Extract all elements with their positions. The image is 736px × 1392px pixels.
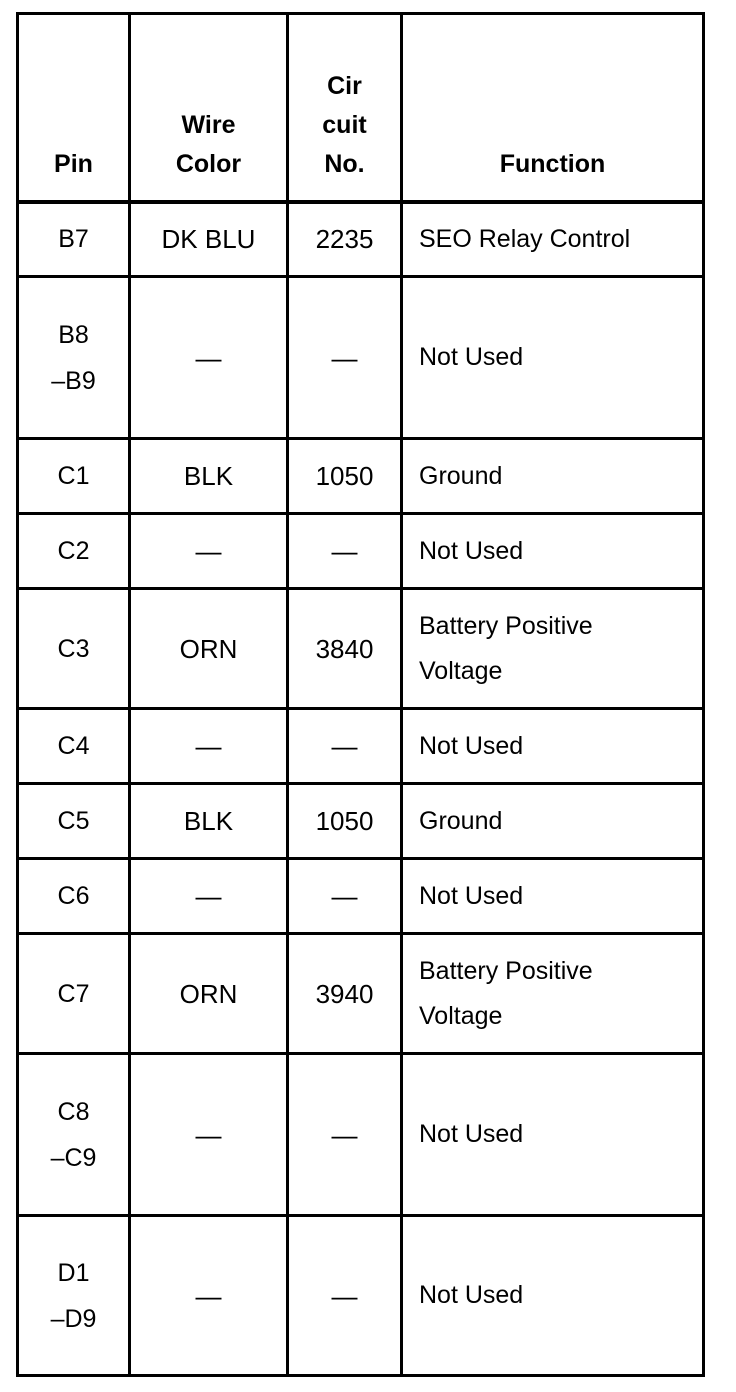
pin-text: C3 bbox=[57, 634, 90, 663]
function-cell bbox=[402, 1216, 704, 1376]
pin-cell bbox=[18, 709, 130, 784]
wire-color-cell: — bbox=[130, 1054, 288, 1216]
function-cell bbox=[402, 514, 704, 589]
pin-text: C2 bbox=[57, 537, 90, 565]
header-wire-color-line: Wire bbox=[181, 110, 236, 139]
table-body bbox=[18, 202, 704, 1376]
pin-cell bbox=[18, 934, 130, 1054]
pin-cell bbox=[18, 439, 130, 514]
header-pin-label: Pin bbox=[54, 149, 93, 178]
wire-color-cell: — bbox=[130, 514, 288, 589]
pin-text: –C9 bbox=[50, 1143, 97, 1172]
function-text: Voltage bbox=[419, 1001, 503, 1030]
header-circuit-line: Cir bbox=[327, 71, 362, 100]
function-cell bbox=[402, 709, 704, 784]
function-text: Voltage bbox=[419, 656, 503, 685]
header-circuit-line: cuit bbox=[322, 110, 367, 139]
circuit-number-cell: 3940 bbox=[288, 934, 402, 1054]
pin-text: D1 bbox=[57, 1258, 90, 1287]
wire-color-cell: — bbox=[130, 709, 288, 784]
wire-color-cell: — bbox=[130, 277, 288, 439]
wire-color-cell: DK BLU bbox=[130, 202, 288, 277]
pin-text: C7 bbox=[57, 979, 90, 1008]
circuit-number-cell: — bbox=[288, 277, 402, 439]
pin-cell bbox=[18, 202, 130, 277]
pin-text: B8 bbox=[58, 320, 89, 349]
function-text: Battery Positive bbox=[419, 611, 593, 640]
circuit-number-cell: 3840 bbox=[288, 589, 402, 709]
pin-cell bbox=[18, 277, 130, 439]
function-cell bbox=[402, 934, 704, 1054]
circuit-number-cell: — bbox=[288, 859, 402, 934]
function-text: Ground bbox=[419, 461, 503, 490]
header-pin bbox=[18, 14, 130, 202]
table-row bbox=[18, 439, 704, 514]
wire-color-cell: ORN bbox=[130, 934, 288, 1054]
function-cell bbox=[402, 277, 704, 439]
wire-color-cell: — bbox=[130, 859, 288, 934]
circuit-number-cell: 1050 bbox=[288, 784, 402, 859]
header-wire-color-line: Color bbox=[175, 149, 242, 178]
function-text: Not Used bbox=[419, 731, 524, 760]
function-text: SEO Relay Control bbox=[419, 224, 631, 253]
function-text: Not Used bbox=[419, 1281, 524, 1309]
table-row bbox=[18, 709, 704, 784]
function-cell bbox=[402, 859, 704, 934]
pin-cell bbox=[18, 784, 130, 859]
function-cell bbox=[402, 202, 704, 277]
circuit-number-cell: — bbox=[288, 1054, 402, 1216]
header-row bbox=[18, 14, 704, 202]
circuit-number-cell: 1050 bbox=[288, 439, 402, 514]
circuit-number-cell: — bbox=[288, 514, 402, 589]
circuit-number-cell: — bbox=[288, 1216, 402, 1376]
function-text: Ground bbox=[419, 806, 503, 835]
function-text: Not Used bbox=[419, 536, 524, 565]
function-cell bbox=[402, 439, 704, 514]
pin-text: –B9 bbox=[51, 366, 96, 395]
header-circuit-no bbox=[288, 14, 402, 202]
pin-text: B7 bbox=[58, 225, 89, 254]
table-row bbox=[18, 277, 704, 439]
function-cell bbox=[402, 1054, 704, 1216]
pin-text: C5 bbox=[57, 807, 90, 835]
wire-color-cell: BLK bbox=[130, 439, 288, 514]
table-row bbox=[18, 202, 704, 277]
header-function-label: Function bbox=[499, 149, 606, 178]
table-row bbox=[18, 514, 704, 589]
circuit-number-cell: 2235 bbox=[288, 202, 402, 277]
function-text: Battery Positive bbox=[419, 956, 593, 985]
pin-cell bbox=[18, 514, 130, 589]
pin-text: C8 bbox=[57, 1097, 90, 1126]
connector-pinout-table bbox=[16, 12, 705, 1377]
function-text: Not Used bbox=[419, 1120, 524, 1148]
header-function bbox=[402, 14, 704, 202]
function-text: Not Used bbox=[419, 881, 524, 910]
pin-cell bbox=[18, 859, 130, 934]
header-wire-color bbox=[130, 14, 288, 202]
table-row bbox=[18, 1054, 704, 1216]
wire-color-cell: BLK bbox=[130, 784, 288, 859]
pin-text: C6 bbox=[57, 882, 90, 910]
circuit-number-cell: — bbox=[288, 709, 402, 784]
pin-cell bbox=[18, 589, 130, 709]
function-cell bbox=[402, 784, 704, 859]
pin-cell bbox=[18, 1054, 130, 1216]
wire-color-cell: — bbox=[130, 1216, 288, 1376]
table-row bbox=[18, 1216, 704, 1376]
table-row bbox=[18, 859, 704, 934]
wire-color-cell: ORN bbox=[130, 589, 288, 709]
table-row bbox=[18, 934, 704, 1054]
pin-cell bbox=[18, 1216, 130, 1376]
header-circuit-line: No. bbox=[324, 149, 365, 178]
table-row bbox=[18, 589, 704, 709]
pin-text: C4 bbox=[57, 732, 90, 760]
function-cell bbox=[402, 589, 704, 709]
table-row bbox=[18, 784, 704, 859]
function-text: Not Used bbox=[419, 343, 524, 371]
pin-text: –D9 bbox=[50, 1304, 97, 1333]
pin-text: C1 bbox=[57, 462, 90, 490]
